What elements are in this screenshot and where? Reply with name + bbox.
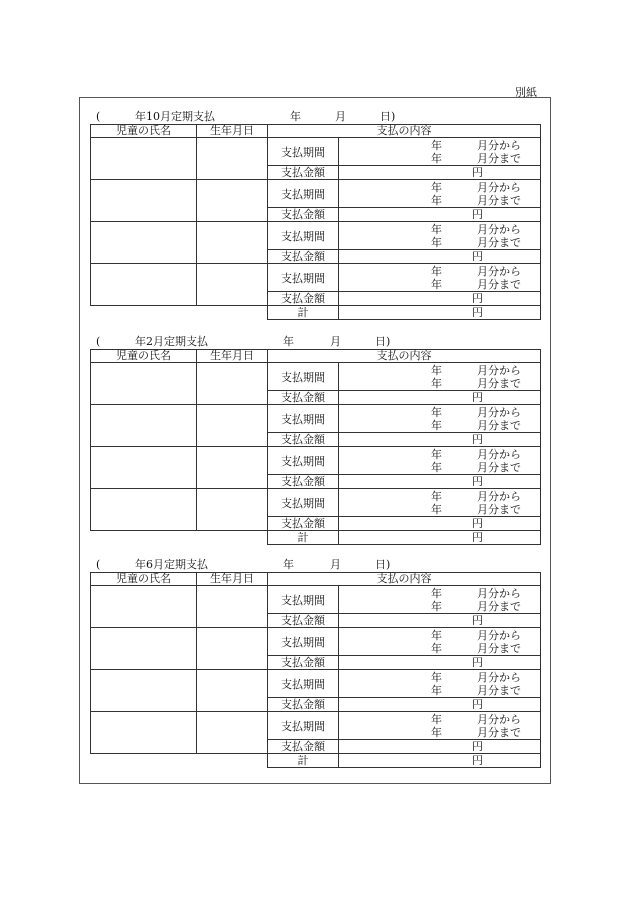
until-month: 月分まで xyxy=(477,194,521,207)
child-name-cell[interactable] xyxy=(91,712,197,754)
yen-unit: 円 xyxy=(472,292,483,305)
paren-open: ( xyxy=(96,335,101,348)
until-year: 年 xyxy=(431,152,442,165)
amount-label: 支払金額 xyxy=(268,517,339,531)
amount-label: 支払金額 xyxy=(268,433,339,447)
amount-label: 支払金額 xyxy=(268,614,339,628)
period-label: 支払期間 xyxy=(268,447,339,475)
period-value-cell[interactable] xyxy=(339,447,541,475)
period-label: 支払期間 xyxy=(268,405,339,433)
section-title: 年6月定期支払 xyxy=(135,558,208,571)
period-label: 支払期間 xyxy=(268,180,339,208)
section-title: 年10月定期支払 xyxy=(135,110,215,123)
yen-unit: 円 xyxy=(472,391,483,404)
amount-label: 支払金額 xyxy=(268,292,339,306)
until-month: 月分まで xyxy=(477,684,521,697)
until-month: 月分まで xyxy=(477,726,521,739)
period-label: 支払期間 xyxy=(268,222,339,250)
child-name-cell[interactable] xyxy=(91,586,197,628)
period-label: 支払期間 xyxy=(268,264,339,292)
from-month: 月分から xyxy=(477,181,521,194)
from-month: 月分から xyxy=(477,587,521,600)
until-month: 月分まで xyxy=(477,461,521,474)
from-year: 年 xyxy=(431,139,442,152)
until-year: 年 xyxy=(431,461,442,474)
yen-unit: 円 xyxy=(472,433,483,446)
from-month: 月分から xyxy=(477,490,521,503)
until-month: 月分まで xyxy=(477,278,521,291)
child-name-cell[interactable] xyxy=(91,628,197,670)
table-row xyxy=(91,670,541,698)
amount-value-cell[interactable] xyxy=(339,166,541,180)
until-month: 月分まで xyxy=(477,503,521,516)
yen-unit: 円 xyxy=(472,614,483,627)
total-label: 計 xyxy=(268,306,339,320)
period-label: 支払期間 xyxy=(268,628,339,656)
period-label: 支払期間 xyxy=(268,138,339,166)
payment-table xyxy=(90,124,541,320)
from-year: 年 xyxy=(431,713,442,726)
until-month: 月分まで xyxy=(477,419,521,432)
yen-unit: 円 xyxy=(472,656,483,669)
period-value-cell[interactable] xyxy=(339,222,541,250)
until-year: 年 xyxy=(431,377,442,390)
from-year: 年 xyxy=(431,364,442,377)
yen-unit: 円 xyxy=(472,517,483,530)
child-name-cell[interactable] xyxy=(91,363,197,405)
amount-value-cell[interactable] xyxy=(339,656,541,670)
from-year: 年 xyxy=(431,490,442,503)
period-value-cell[interactable] xyxy=(339,712,541,740)
total-value-cell[interactable] xyxy=(339,531,541,545)
period-value-cell[interactable] xyxy=(339,180,541,208)
from-year: 年 xyxy=(431,671,442,684)
until-year: 年 xyxy=(431,600,442,613)
col-payment-content: 支払の内容 xyxy=(268,125,541,138)
amount-value-cell[interactable] xyxy=(339,391,541,405)
from-month: 月分から xyxy=(477,629,521,642)
child-name-cell[interactable] xyxy=(91,222,197,264)
amount-value-cell[interactable] xyxy=(339,517,541,531)
amount-value-cell[interactable] xyxy=(339,475,541,489)
until-month: 月分まで xyxy=(477,600,521,613)
period-label: 支払期間 xyxy=(268,489,339,517)
date-day: 日) xyxy=(375,335,391,348)
col-child-name: 児童の氏名 xyxy=(91,573,197,586)
amount-value-cell[interactable] xyxy=(339,698,541,712)
from-month: 月分から xyxy=(477,406,521,419)
date-day: 日) xyxy=(375,558,391,571)
amount-value-cell[interactable] xyxy=(339,250,541,264)
date-year: 年 xyxy=(283,335,294,348)
from-month: 月分から xyxy=(477,265,521,278)
yen-unit: 円 xyxy=(472,754,483,767)
from-month: 月分から xyxy=(477,223,521,236)
section-header xyxy=(90,558,540,572)
col-payment-content: 支払の内容 xyxy=(268,350,541,363)
from-year: 年 xyxy=(431,265,442,278)
payment-section xyxy=(90,110,540,320)
child-name-cell[interactable] xyxy=(91,264,197,306)
period-label: 支払期間 xyxy=(268,363,339,391)
period-value-cell[interactable] xyxy=(339,363,541,391)
from-month: 月分から xyxy=(477,364,521,377)
col-birth-date: 生年月日 xyxy=(197,125,268,138)
period-label: 支払期間 xyxy=(268,670,339,698)
table-header-row xyxy=(91,350,541,363)
total-value-cell[interactable] xyxy=(339,754,541,768)
birth-date-cell[interactable] xyxy=(197,489,268,531)
total-label: 計 xyxy=(268,754,339,768)
from-year: 年 xyxy=(431,181,442,194)
birth-date-cell[interactable] xyxy=(197,138,268,180)
from-year: 年 xyxy=(431,406,442,419)
total-value-cell[interactable] xyxy=(339,306,541,320)
period-value-cell[interactable] xyxy=(339,264,541,292)
amount-label: 支払金額 xyxy=(268,698,339,712)
period-value-cell[interactable] xyxy=(339,628,541,656)
table-header-row xyxy=(91,573,541,586)
birth-date-cell[interactable] xyxy=(197,264,268,306)
section-header xyxy=(90,335,540,349)
from-month: 月分から xyxy=(477,671,521,684)
table-row xyxy=(91,138,541,166)
period-value-cell[interactable] xyxy=(339,489,541,517)
section-header xyxy=(90,110,540,124)
until-year: 年 xyxy=(431,419,442,432)
child-name-cell[interactable] xyxy=(91,447,197,489)
from-month: 月分から xyxy=(477,713,521,726)
birth-date-cell[interactable] xyxy=(197,405,268,447)
table-header-row xyxy=(91,125,541,138)
amount-label: 支払金額 xyxy=(268,208,339,222)
until-year: 年 xyxy=(431,642,442,655)
birth-date-cell[interactable] xyxy=(197,628,268,670)
period-value-cell[interactable] xyxy=(339,670,541,698)
birth-date-cell[interactable] xyxy=(197,180,268,222)
yen-unit: 円 xyxy=(472,306,483,319)
from-year: 年 xyxy=(431,629,442,642)
table-row xyxy=(91,447,541,475)
amount-label: 支払金額 xyxy=(268,250,339,264)
from-year: 年 xyxy=(431,448,442,461)
amount-label: 支払金額 xyxy=(268,656,339,670)
amount-value-cell[interactable] xyxy=(339,433,541,447)
child-name-cell[interactable] xyxy=(91,138,197,180)
until-year: 年 xyxy=(431,503,442,516)
paren-open: ( xyxy=(96,110,101,123)
until-year: 年 xyxy=(431,278,442,291)
table-row xyxy=(91,264,541,292)
birth-date-cell[interactable] xyxy=(197,670,268,712)
yen-unit: 円 xyxy=(472,531,483,544)
total-label: 計 xyxy=(268,531,339,545)
table-row xyxy=(91,489,541,517)
amount-label: 支払金額 xyxy=(268,391,339,405)
from-year: 年 xyxy=(431,223,442,236)
section-title: 年2月定期支払 xyxy=(135,335,208,348)
period-value-cell[interactable] xyxy=(339,405,541,433)
from-month: 月分から xyxy=(477,139,521,152)
yen-unit: 円 xyxy=(472,740,483,753)
child-name-cell[interactable] xyxy=(91,489,197,531)
until-month: 月分まで xyxy=(477,236,521,249)
attachment-label: 別紙 xyxy=(515,86,537,99)
col-child-name: 児童の氏名 xyxy=(91,350,197,363)
col-birth-date: 生年月日 xyxy=(197,350,268,363)
total-row xyxy=(91,754,541,768)
date-year: 年 xyxy=(290,110,301,123)
until-month: 月分まで xyxy=(477,642,521,655)
yen-unit: 円 xyxy=(472,250,483,263)
col-child-name: 児童の氏名 xyxy=(91,125,197,138)
table-row xyxy=(91,712,541,740)
until-year: 年 xyxy=(431,236,442,249)
amount-value-cell[interactable] xyxy=(339,614,541,628)
payment-section xyxy=(90,335,540,545)
birth-date-cell[interactable] xyxy=(197,363,268,405)
table-row xyxy=(91,405,541,433)
until-year: 年 xyxy=(431,726,442,739)
child-name-cell[interactable] xyxy=(91,180,197,222)
amount-label: 支払金額 xyxy=(268,475,339,489)
amount-label: 支払金額 xyxy=(268,740,339,754)
table-row xyxy=(91,222,541,250)
total-row xyxy=(91,531,541,545)
table-row xyxy=(91,586,541,614)
amount-value-cell[interactable] xyxy=(339,740,541,754)
yen-unit: 円 xyxy=(472,166,483,179)
amount-value-cell[interactable] xyxy=(339,208,541,222)
birth-date-cell[interactable] xyxy=(197,586,268,628)
until-year: 年 xyxy=(431,194,442,207)
date-day: 日) xyxy=(380,110,396,123)
date-year: 年 xyxy=(283,558,294,571)
from-year: 年 xyxy=(431,587,442,600)
table-row xyxy=(91,628,541,656)
yen-unit: 円 xyxy=(472,208,483,221)
yen-unit: 円 xyxy=(472,475,483,488)
yen-unit: 円 xyxy=(472,698,483,711)
until-month: 月分まで xyxy=(477,377,521,390)
payment-table xyxy=(90,349,541,545)
payment-table xyxy=(90,572,541,768)
date-month: 月 xyxy=(330,335,341,348)
col-birth-date: 生年月日 xyxy=(197,573,268,586)
date-month: 月 xyxy=(330,558,341,571)
birth-date-cell[interactable] xyxy=(197,222,268,264)
birth-date-cell[interactable] xyxy=(197,447,268,489)
date-month: 月 xyxy=(335,110,346,123)
until-year: 年 xyxy=(431,684,442,697)
amount-value-cell[interactable] xyxy=(339,292,541,306)
total-row xyxy=(91,306,541,320)
table-row xyxy=(91,363,541,391)
child-name-cell[interactable] xyxy=(91,405,197,447)
from-month: 月分から xyxy=(477,448,521,461)
child-name-cell[interactable] xyxy=(91,670,197,712)
birth-date-cell[interactable] xyxy=(197,712,268,754)
until-month: 月分まで xyxy=(477,152,521,165)
period-value-cell[interactable] xyxy=(339,586,541,614)
table-row xyxy=(91,180,541,208)
period-label: 支払期間 xyxy=(268,586,339,614)
period-value-cell[interactable] xyxy=(339,138,541,166)
paren-open: ( xyxy=(96,558,101,571)
payment-section xyxy=(90,558,540,768)
amount-label: 支払金額 xyxy=(268,166,339,180)
period-label: 支払期間 xyxy=(268,712,339,740)
col-payment-content: 支払の内容 xyxy=(268,573,541,586)
